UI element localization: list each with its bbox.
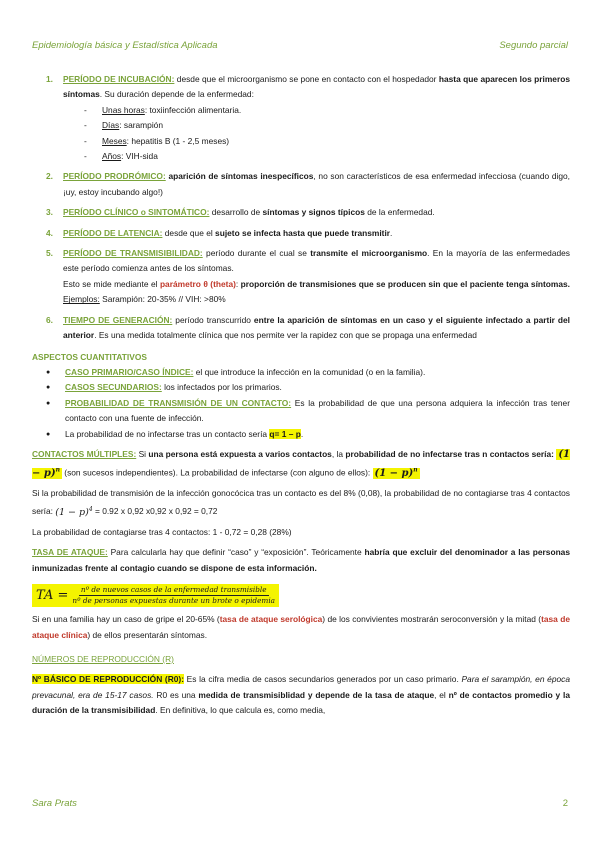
list-number: 6.: [46, 314, 53, 325]
text: Si: [136, 448, 149, 459]
section-title: NÚMEROS DE REPRODUCCIÓN (R): [32, 654, 174, 665]
text: período durante el cual se: [202, 248, 311, 259]
term-title: PERÍODO DE INCUBACIÓN:: [63, 74, 175, 84]
periodo-transmisibilidad: [32, 246, 570, 308]
bold-text: sujeto se infecta hasta que puede transmitir: [215, 227, 391, 238]
text: ) de los convivientes mostrarán seroconversión y la mitad (: [322, 614, 542, 625]
text: desde que el: [162, 227, 216, 238]
formula-lhs: TA =: [36, 588, 69, 604]
text: período transcurrido: [172, 314, 254, 325]
bold-text: medida de transmisiblidad y depende de la tasa de ataque: [198, 689, 435, 700]
periodo-latencia: [32, 226, 570, 241]
text: Si en una familia hay un caso de gripe el 20-65% (: [32, 614, 220, 625]
duration-item: - Años: VIH-sida: [84, 151, 158, 162]
bold-text: una persona está expuesta a varios contactos: [148, 448, 332, 459]
term-title: PERÍODO CLÍNICO o SINTOMÁTICO:: [63, 207, 210, 218]
header-term: Segundo parcial: [499, 40, 568, 51]
periodo-prodromico: [32, 169, 570, 200]
duration-item: - Unas horas: toxiinfección alimentaria.: [84, 104, 242, 115]
duration-key: Días: [102, 120, 120, 131]
term-title: CASOS SECUNDARIOS:: [65, 382, 162, 393]
italic-text: Para el sarampión, en época prevacunal, era de 15-17 casos.: [32, 674, 570, 700]
text: , no son característicos de esa enfermedad infecciosa (cuando digo, ¡uy, estoy incubando algo!): [63, 171, 570, 197]
denominator: nº de personas expuestas durante un brote o epidemia: [72, 596, 276, 606]
list-item: ● CASO PRIMARIO/CASO ÍNDICE: el que introduce la infección en la comunidad (o en la familia).: [46, 366, 426, 377]
text: Sarampión: 20-35% // VIH: >80%: [99, 294, 226, 305]
duration-value: : VIH-sida: [121, 151, 158, 162]
list-item: ● CASOS SECUNDARIOS: los infectados por los primarios.: [46, 382, 282, 393]
red-term: tasa de ataque serológica: [219, 614, 323, 625]
duration-key: Meses: [102, 135, 127, 146]
text: :: [235, 278, 241, 289]
ejemplo-gripe: [32, 612, 570, 643]
bold-text: transmite el microorganismo: [310, 248, 428, 259]
term-title: TIEMPO DE GENERACIÓN:: [63, 314, 173, 325]
document-body: [32, 72, 570, 719]
bold-text: habría que excluir del denominador a las personas inmunizadas frente al contagio cuando se dispone de esta información.: [32, 547, 571, 573]
list-number: 1.: [46, 74, 53, 84]
list-number: 2.: [46, 171, 53, 182]
section-title: ASPECTOS CUANTITATIVOS: [32, 351, 147, 362]
term-title: TASA DE ATAQUE:: [32, 547, 108, 558]
numerator: nº de nuevos casos de la enfermedad transmisible: [80, 585, 267, 595]
list-number: 4.: [46, 227, 53, 238]
bold-text: proporción de transmisiones que se producen sin que el paciente tenga síntomas.: [240, 278, 571, 289]
formula-infection: $(1 - p)^n$: [374, 466, 418, 479]
list-number: 5.: [46, 248, 53, 259]
text: Esto se mide mediante el: [63, 278, 160, 289]
list-item: ● La probabilidad de no infectarse tras un contacto sería q= 1 – p.: [46, 428, 304, 439]
highlight-formula: q= 1 – p: [269, 428, 301, 439]
bold-text: nº de contactos promedio y la duración de la transmisibilidad: [32, 689, 570, 716]
ejemplo-gonococo: [32, 486, 570, 520]
text: Para calcularla hay que definir “caso” y “exposición”. Teóricamente: [107, 547, 365, 558]
text: R0 es una: [153, 689, 199, 700]
list-number: 3.: [46, 207, 53, 218]
duration-value: : toxiinfección alimentaria.: [144, 104, 242, 115]
duration-key: Unas horas: [102, 104, 145, 115]
periodo-incubacion: [32, 72, 570, 103]
duration-key: Años: [102, 151, 122, 162]
probabilidad-contagio: La probabilidad de contagiarse tras 4 contactos: 1 - 0,72 = 0,28 (28%): [32, 527, 292, 538]
text: . En la mayoría de las enfermedades este período comienza antes de los síntomas.: [63, 248, 570, 274]
examples-label: Ejemplos:: [63, 294, 100, 305]
text: , la: [331, 448, 346, 459]
text: de la enfermedad.: [364, 207, 435, 218]
term-title: CASO PRIMARIO/CASO ÍNDICE:: [65, 366, 194, 377]
text: desarrollo de: [209, 207, 263, 218]
tasa-ataque: [32, 545, 570, 576]
duration-value: : sarampión: [119, 120, 163, 131]
formula-example: $(1 - p)^4$: [55, 505, 93, 518]
term-title: PROBABILIDAD DE TRANSMISIÓN DE UN CONTACTO:: [65, 397, 292, 408]
page-number: 2: [562, 798, 568, 809]
text: .: [300, 428, 304, 439]
formula-no-infection: $(1 - p)^n$: [32, 448, 571, 479]
duration-item: - Meses: hepatitis B (1 - 2,5 meses): [84, 135, 230, 146]
bold-text: probabilidad de no infectarse tras n contactos sería:: [345, 448, 554, 459]
text: La probabilidad de no infectarse tras un contacto sería: [65, 428, 270, 439]
tasa-ataque-formula: [32, 584, 279, 607]
term-title: PERÍODO PRODRÓMICO:: [63, 171, 166, 182]
red-term: tasa de ataque clínica: [32, 614, 570, 640]
duration-value: : hepatitis B (1 - 2,5 meses): [126, 135, 230, 146]
text: Es la probabilidad de que una persona adquiera la infección tras tener contacto con una fuente de infección.: [65, 397, 570, 424]
text: desde que el microorganismo se pone en contacto con el hospedador: [174, 74, 439, 84]
bold-text: síntomas y signos típicos: [262, 207, 365, 218]
theta-parameter: parámetro θ (theta): [159, 278, 236, 289]
text: el que introduce la infección en la comunidad (o en la familia).: [193, 366, 426, 377]
term-title: CONTACTOS MÚLTIPLES:: [32, 448, 137, 459]
footer-author: Sara Prats: [32, 798, 77, 809]
list-item: ● PROBABILIDAD DE TRANSMISIÓN DE UN CONTACTO: Es la probabilidad de que una persona adquiera la infección tras tener contacto con una fuente de infección.: [46, 397, 570, 424]
periodo-clinico: [32, 205, 570, 220]
text: los infectados por los primarios.: [161, 382, 282, 393]
tiempo-generacion: [32, 313, 570, 344]
contactos-multiples: [32, 447, 570, 481]
text: .: [390, 227, 393, 238]
text: (son sucesos independientes). La probabilidad de infectarse (con alguno de ellos):: [61, 467, 373, 478]
text: = 0.92 x 0,92 x0,92 x 0,92 = 0,72: [92, 506, 218, 517]
bold-text: entre la aparición de síntomas en un caso y el siguiente infectado a partir del anterior: [63, 314, 570, 341]
r0-paragraph: [32, 672, 570, 718]
bold-text: hasta que aparecen los primeros síntomas: [63, 74, 570, 100]
text: . Es una medida totalmente clínica que nos permite ver la rapidez con que se propaga una enfermedad: [94, 330, 477, 341]
text: . Su duración depende de la enfermedad:: [99, 89, 254, 100]
duration-item: - Días: sarampión: [84, 120, 163, 131]
highlight-term: Nº BÁSICO DE REPRODUCCIÓN (R0):: [32, 674, 184, 685]
fraction: [72, 585, 275, 606]
text: . En definitiva, lo que calcula es, como media,: [155, 705, 326, 716]
text: , el: [434, 689, 449, 700]
term-title: PERÍODO DE LATENCIA:: [63, 227, 163, 238]
term-title: PERÍODO DE TRANSMISIBILIDAD:: [63, 248, 203, 259]
header-subject: Epidemiología básica y Estadística Aplicada: [32, 40, 218, 51]
text: ) de ellos presentarán síntomas.: [87, 629, 208, 640]
bold-text: aparición de síntomas inespecíficos: [168, 171, 314, 182]
text: Si la probabilidad de transmisión de la infección gonocócica tras un contacto es del 8% (0,08), la probabilidad de no contagiarse tras 4 contactos sería:: [32, 488, 570, 517]
text: Es la cifra media de casos secundarios generados por un caso primario.: [184, 674, 462, 685]
